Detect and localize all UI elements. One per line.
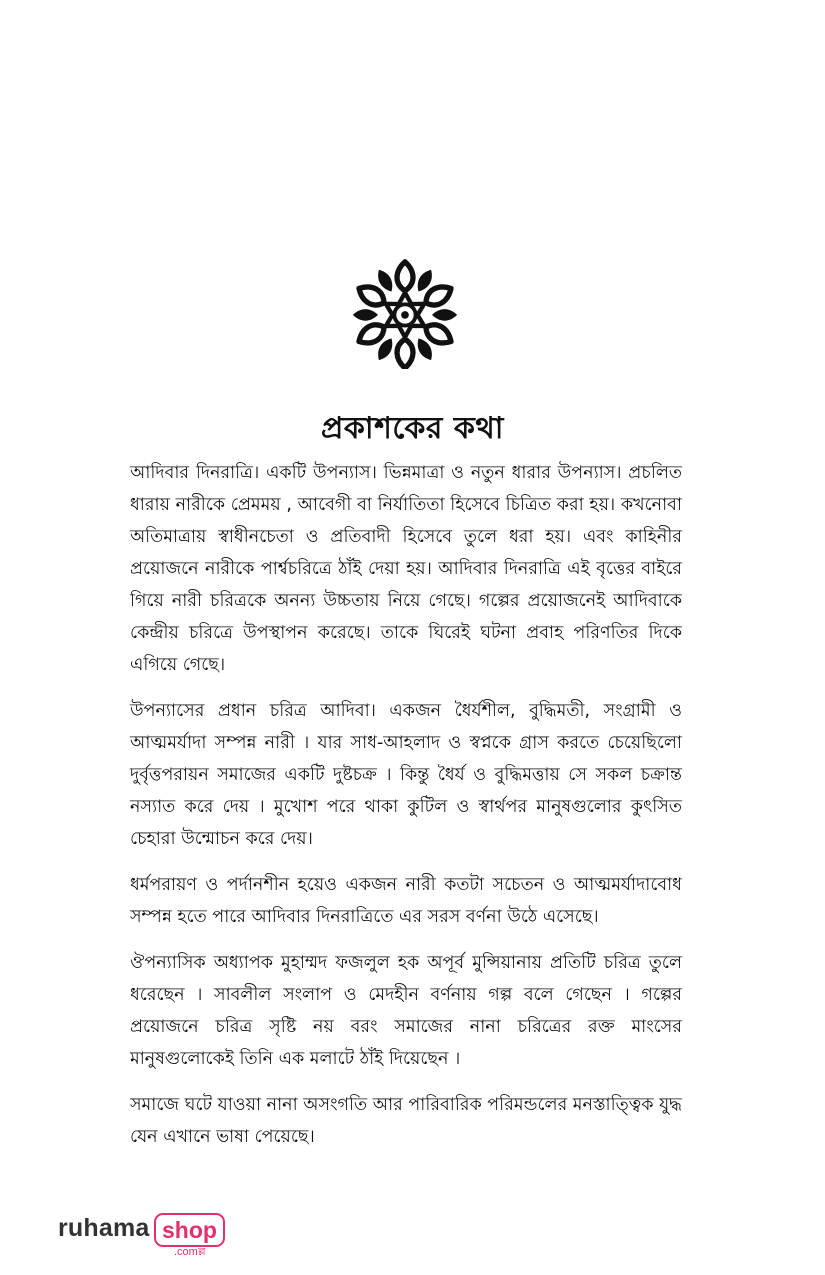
floral-ornament-icon	[347, 257, 463, 369]
logo-text-shop: shop	[154, 1213, 225, 1247]
logo-domain-suffix: .comল্ল	[174, 1246, 206, 1258]
page-title: প্রকাশকের কথা	[321, 411, 504, 446]
paragraph-2: উপন্যাসের প্রধান চরিত্র আদিবা। একজন ধৈর্যশীল, বুদ্ধিমতী, সংগ্রামী ও আত্মমর্যাদা সম্পন্ন নারী । যার সাধ-আহলাদ ও স্বপ্নকে গ্রাস করতে চেয়েছিলো দুর্বৃত্তপরায়ন সমাজের একটি দুষ্টচক্র । কিন্তু ধৈর্য ও বুদ্ধিমত্তায় সে সকল চক্রান্ত নস্যাত করে দেয় । মুখোশ পরে থাকা কুটিল ও স্বার্থপর মানুষগুলোর কুৎসিত চেহারা উন্মোচন করে দেয়।	[130, 701, 682, 849]
logo-text-ruhama: ruhama	[58, 1214, 150, 1242]
paragraph-4: ঔপন্যাসিক অধ্যাপক মুহাম্মদ ফজলুল হক অপূর্ব মুন্সিয়ানায় প্রতিটি চরিত্র তুলে ধরেছেন । সাবলীল সংলাপ ও মেদহীন বর্ণনায় গল্প বলে গেছেন । গল্পের প্রয়োজনে চরিত্র সৃষ্টি নয় বরং সমাজের নানা চরিত্রের রক্ত মাংসের মানুষগুলোকেই তিনি এক মলাটে ঠাঁই দিয়েছেন ।	[130, 953, 682, 1069]
paragraph-5: সমাজে ঘটে যাওয়া নানা অসংগতি আর পারিবারিক পরিমন্ডলের মনস্তাত্ত্বিক যুদ্ধ যেন এখানে ভাষা পেয়েছে।	[130, 1095, 682, 1147]
publisher-note-body	[130, 457, 682, 1167]
paragraph-1: আদিবার দিনরাত্রি। একটি উপন্যাস। ভিন্নমাত্রা ও নতুন ধারার উপন্যাস। প্রচলিত ধারায় নারীকে প্রেমময় , আবেগী বা নির্যাতিতা হিসেবে চিত্রিত করা হয়। কখনোবা অতিমাত্রায় স্বাধীনচেতা ও প্রতিবাদী হিসেবে তুলে ধরা হয়। এবং কাহিনীর প্রয়োজনে নারীকে পার্শ্বচরিত্রে ঠাঁই দেয়া হয়। আদিবার দিনরাত্রি এই বৃত্তের বাইরে গিয়ে নারী চরিত্রকে অনন্য উচ্চতায় নিয়ে গেছে। গল্পের প্রয়োজনেই আদিবাকে কেন্দ্রীয় চরিত্রে উপস্থাপন করেছে। তাকে ঘিরেই ঘটনা প্রবাহ পরিণতির দিকে এগিয়ে গেছে।	[130, 463, 682, 675]
paragraph-3: ধর্মপরায়ণ ও পর্দানশীন হয়েও একজন নারী কতটা সচেতন ও আত্মমর্যাদাবোধ সম্পন্ন হতে পারে আদিবার দিনরাত্রিতে এর সরস বর্ণনা উঠে এসেছে।	[130, 875, 682, 927]
